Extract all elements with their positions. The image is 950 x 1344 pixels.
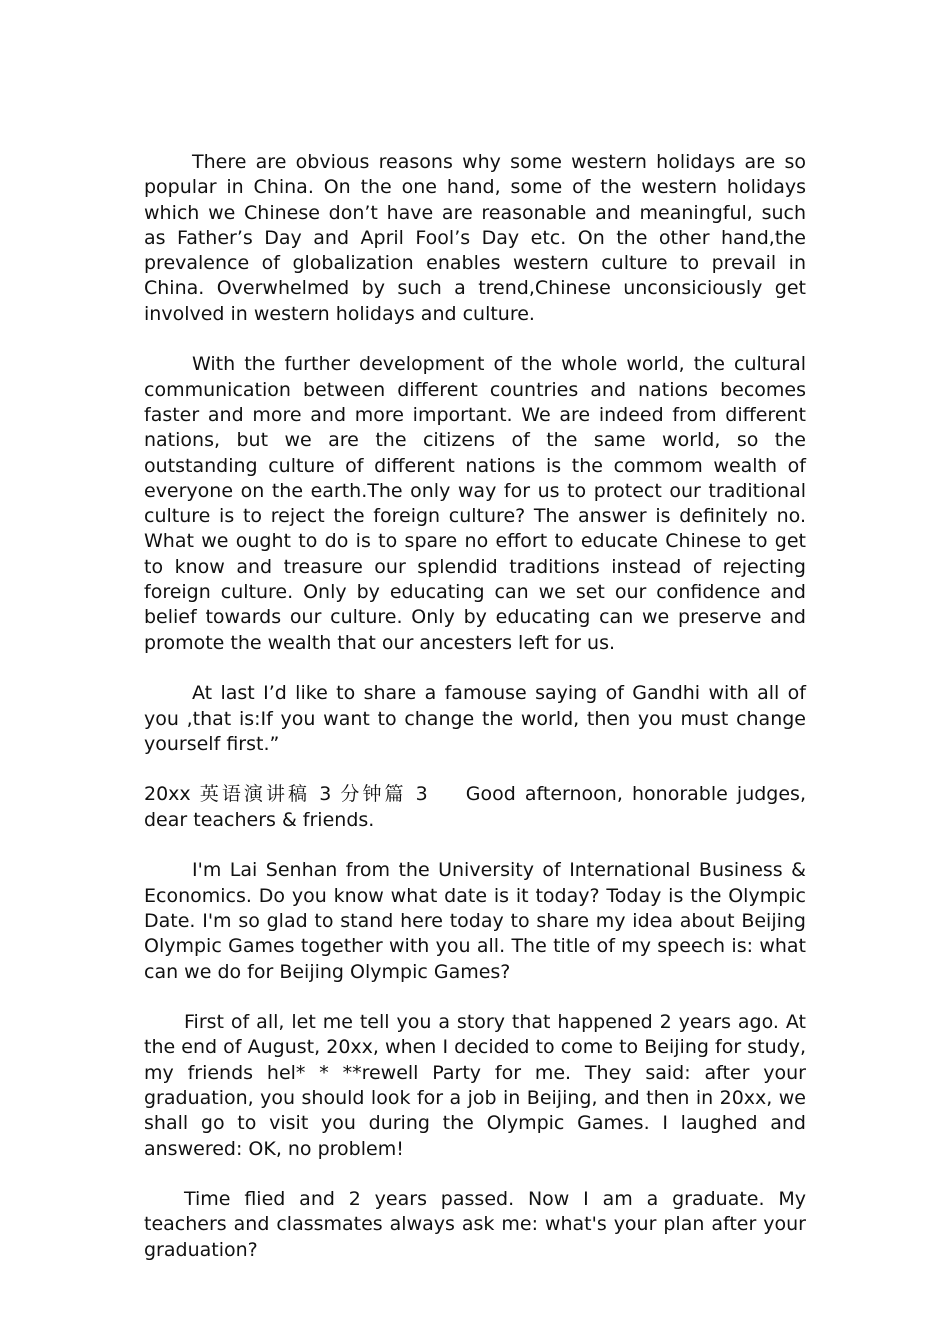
document-body [144, 150, 806, 1288]
paragraph-western-holidays: There are obvious reasons why some western holidays are so popular in China. On the one hand, some of the western holidays which we Chinese don’t have are reasonable and meaningful, such as Father’s Day and April Fool’s Day etc. On the other hand,the prevalence of globalization enables western culture to prevail in China. Overwhelmed by such a trend,Chinese unconsiciously get involved in western holidays and culture. [144, 151, 806, 325]
paragraph-cultural-communication: With the further development of the whole world, the cultural communication between different countries and nations becomes faster and more and more important. We are indeed from different nations, but we are the citizens of the same world, so the outstanding culture of different nations is the commom wealth of everyone on the earth.The only way for us to protect our traditional culture is to reject the foreign culture? The answer is definitely no. What we ought to do is to spare no effort to educate Chinese to get to know and treasure our splendid traditions instead of rejecting foreign culture. Only by educating can we set our confidence and belief towards our culture. Only by educating can we preserve and promote the wealth that our ancesters left for us. [144, 353, 806, 654]
paragraph-story: First of all, let me tell you a story that happened 2 years ago. At the end of August, 20xx, when I decided to come to Beijing for study, my friends hel* * **rewell Party for me. They said: after your graduation, you should look for a job in Beijing, and then in 20xx, we shall go to visit you during the Olympic Games. I laughed and answered: OK, no problem! [144, 1011, 806, 1160]
section-heading-label: 20xx 英语演讲稿 3 分钟篇 3 [144, 783, 428, 806]
section-heading-greeting: Good afternoon, honorable judges, dear teachers & friends. [144, 783, 806, 831]
paragraph-gandhi-quote: At last I’d like to share a famouse saying of Gandhi with all of you ,that is:If you want to change the world, then you must change yourself first.” [144, 682, 806, 755]
paragraph-graduation: Time flied and 2 years passed. Now I am a graduate. My teachers and classmates always ask me: what's your plan after your graduation? [144, 1188, 806, 1261]
section-heading [144, 782, 806, 833]
paragraph-speaker-intro: I'm Lai Senhan from the University of International Business & Economics. Do you know what date is it today? Today is the Olympic Date. I'm so glad to stand here today to share my idea about Beijing Olympic Games together with you all. The title of my speech is: what can we do for Beijing Olympic Games? [144, 859, 806, 983]
